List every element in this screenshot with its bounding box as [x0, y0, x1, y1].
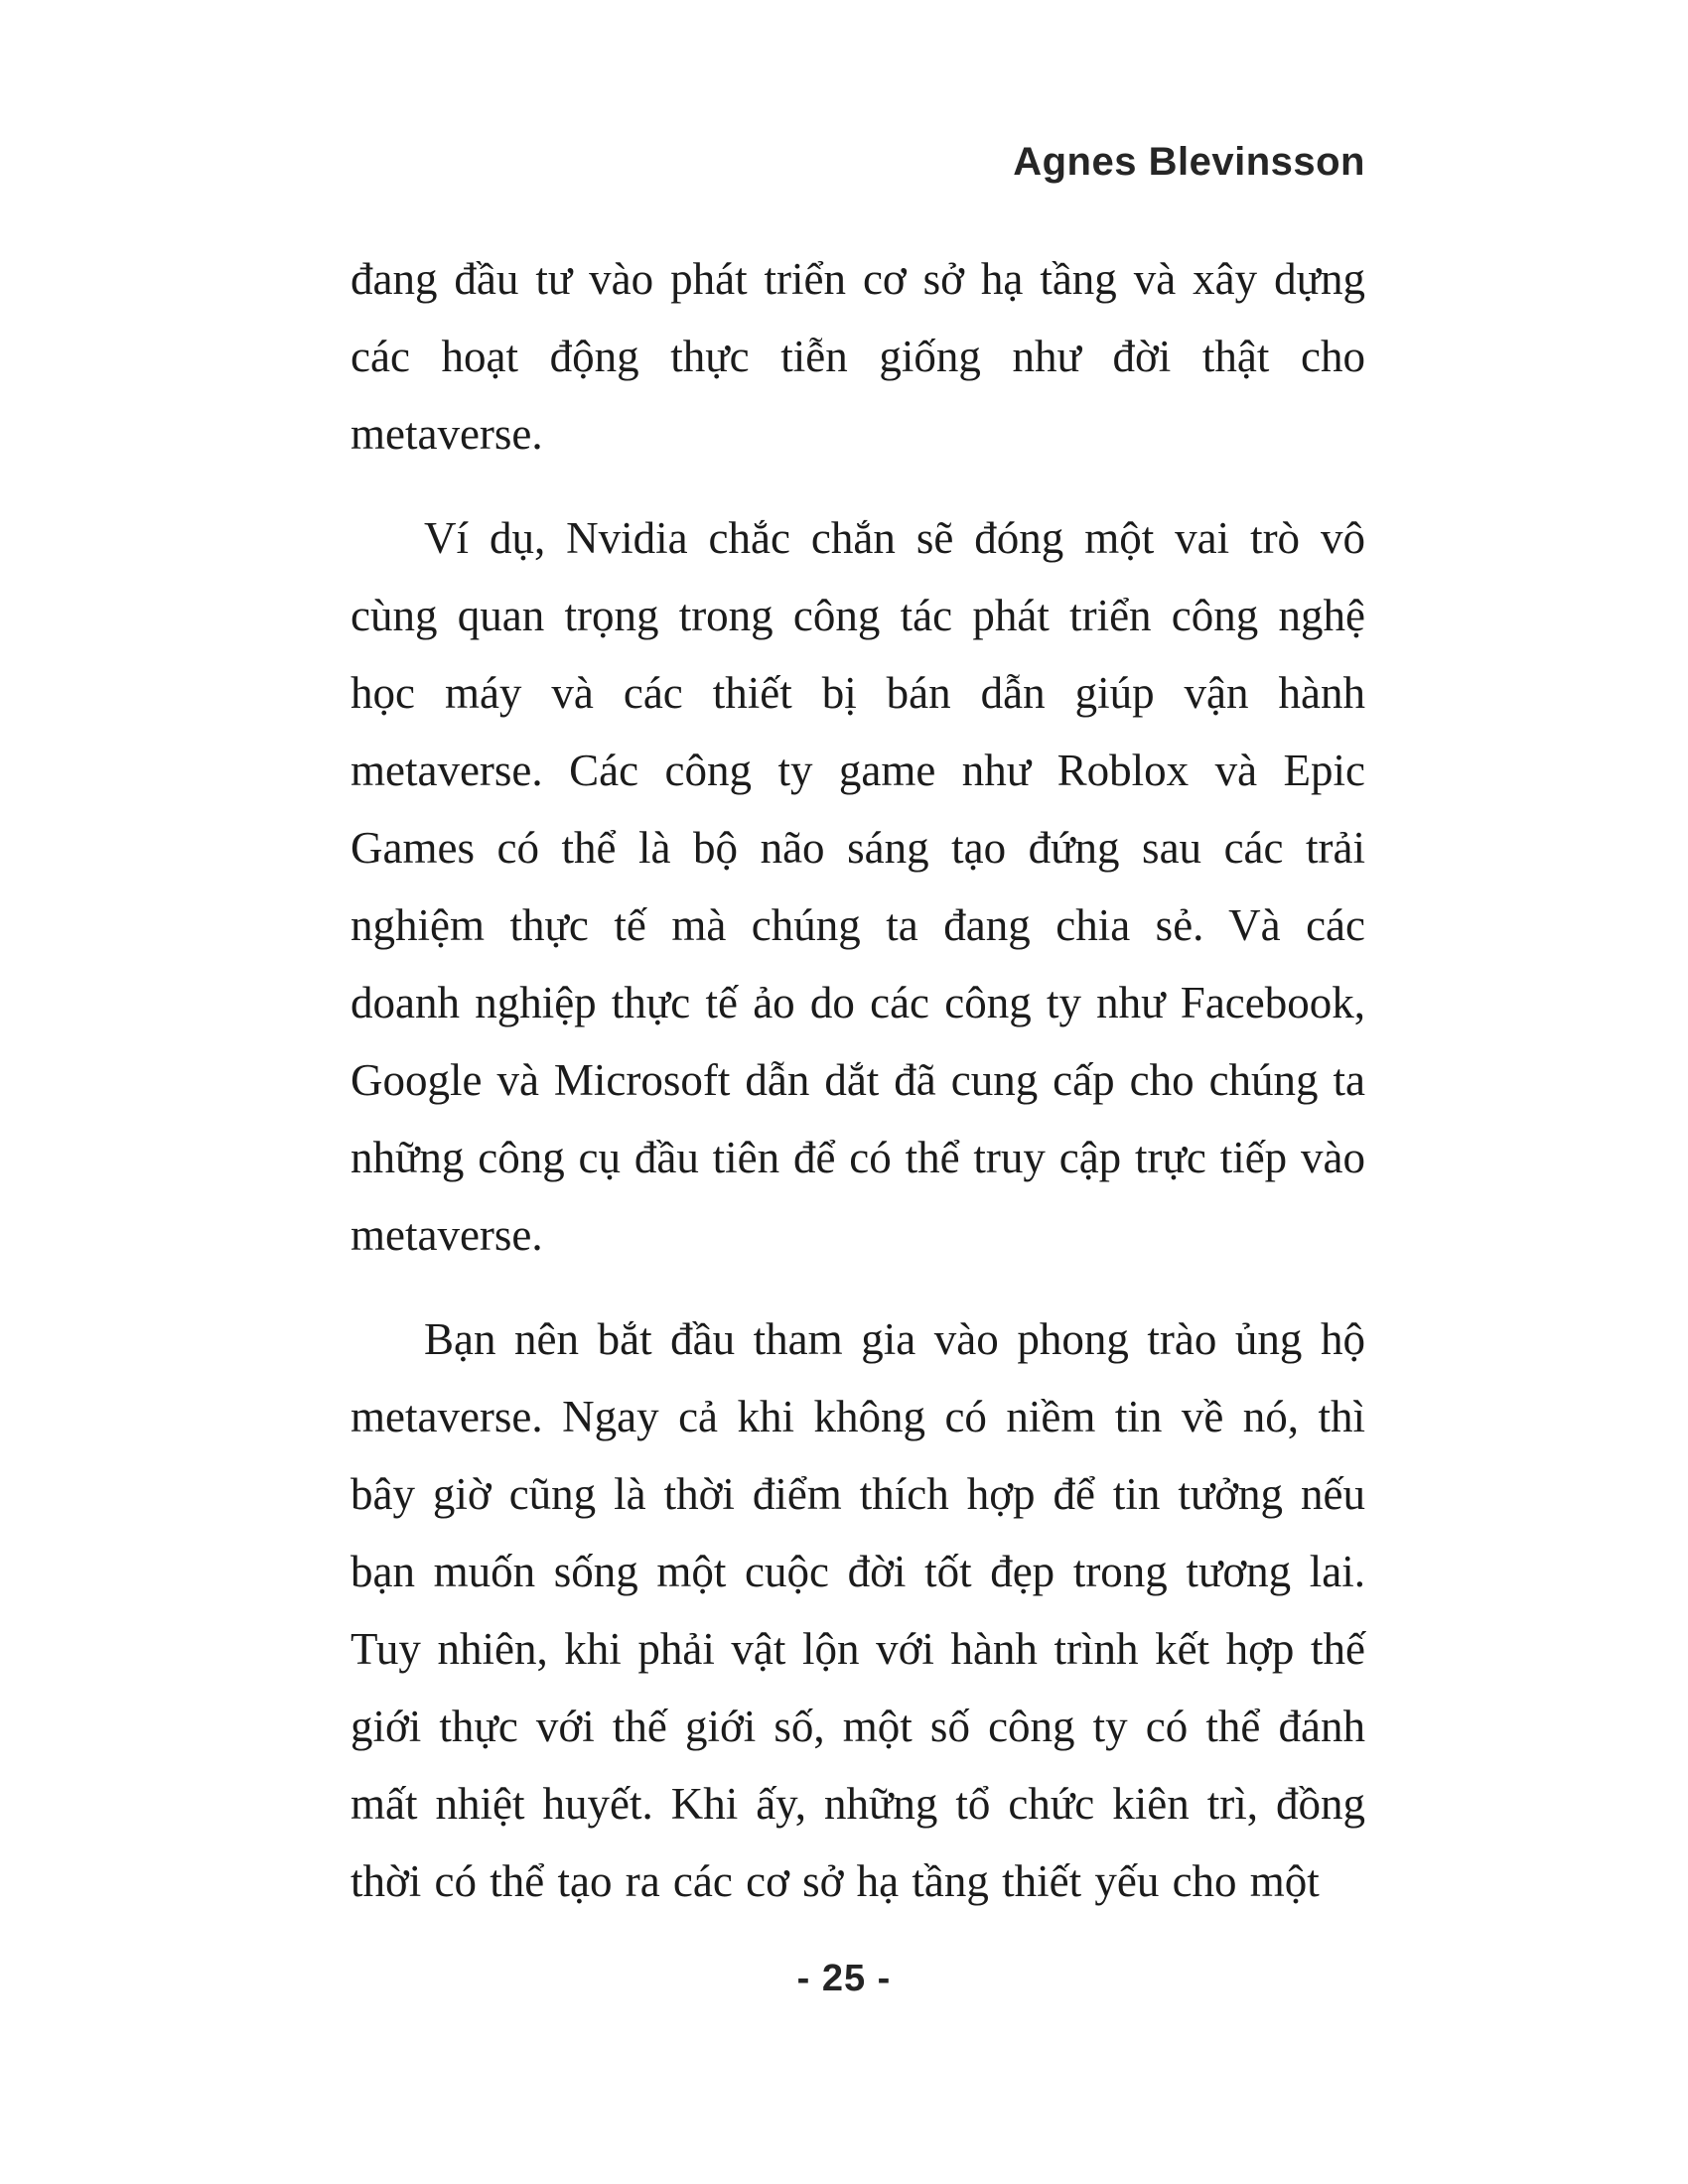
body-paragraph: Ví dụ, Nvidia chắc chắn sẽ đóng một vai trò vô cùng quan trọng trong công tác phát triển công nghệ học máy và các thiết bị bán dẫn giúp vận hành metaverse. Các công ty game như Roblox và Epic Games có thể là bộ não sáng tạo đứng sau các trải nghiệm thực tế mà chúng ta đang chia sẻ. Và các doanh nghiệp thực tế ảo do các công ty như Facebook, Google và Microsoft dẫn dắt đã cung cấp cho chúng ta những công cụ đầu tiên để có thể truy cập trực tiếp vào metaverse. [351, 513, 1365, 1260]
running-header-author: Agnes Blevinsson [1013, 140, 1365, 184]
body-paragraph: đang đầu tư vào phát triển cơ sở hạ tầng và xây dựng các hoạt động thực tiễn giống như đời thật cho metaverse. [351, 254, 1365, 459]
page-number: - 25 - [796, 1958, 892, 1999]
page-body-text [351, 240, 1365, 1947]
body-paragraph: Bạn nên bắt đầu tham gia vào phong trào ủng hộ metaverse. Ngay cả khi không có niềm tin về nó, thì bây giờ cũng là thời điểm thích hợp để tin tưởng nếu bạn muốn sống một cuộc đời tốt đẹp trong tương lai. Tuy nhiên, khi phải vật lộn với hành trình kết hợp thế giới thực với thế giới số, một số công ty có thể đánh mất nhiệt huyết. Khi ấy, những tổ chức kiên trì, đồng thời có thể tạo ra các cơ sở hạ tầng thiết yếu cho một [351, 1314, 1365, 1906]
